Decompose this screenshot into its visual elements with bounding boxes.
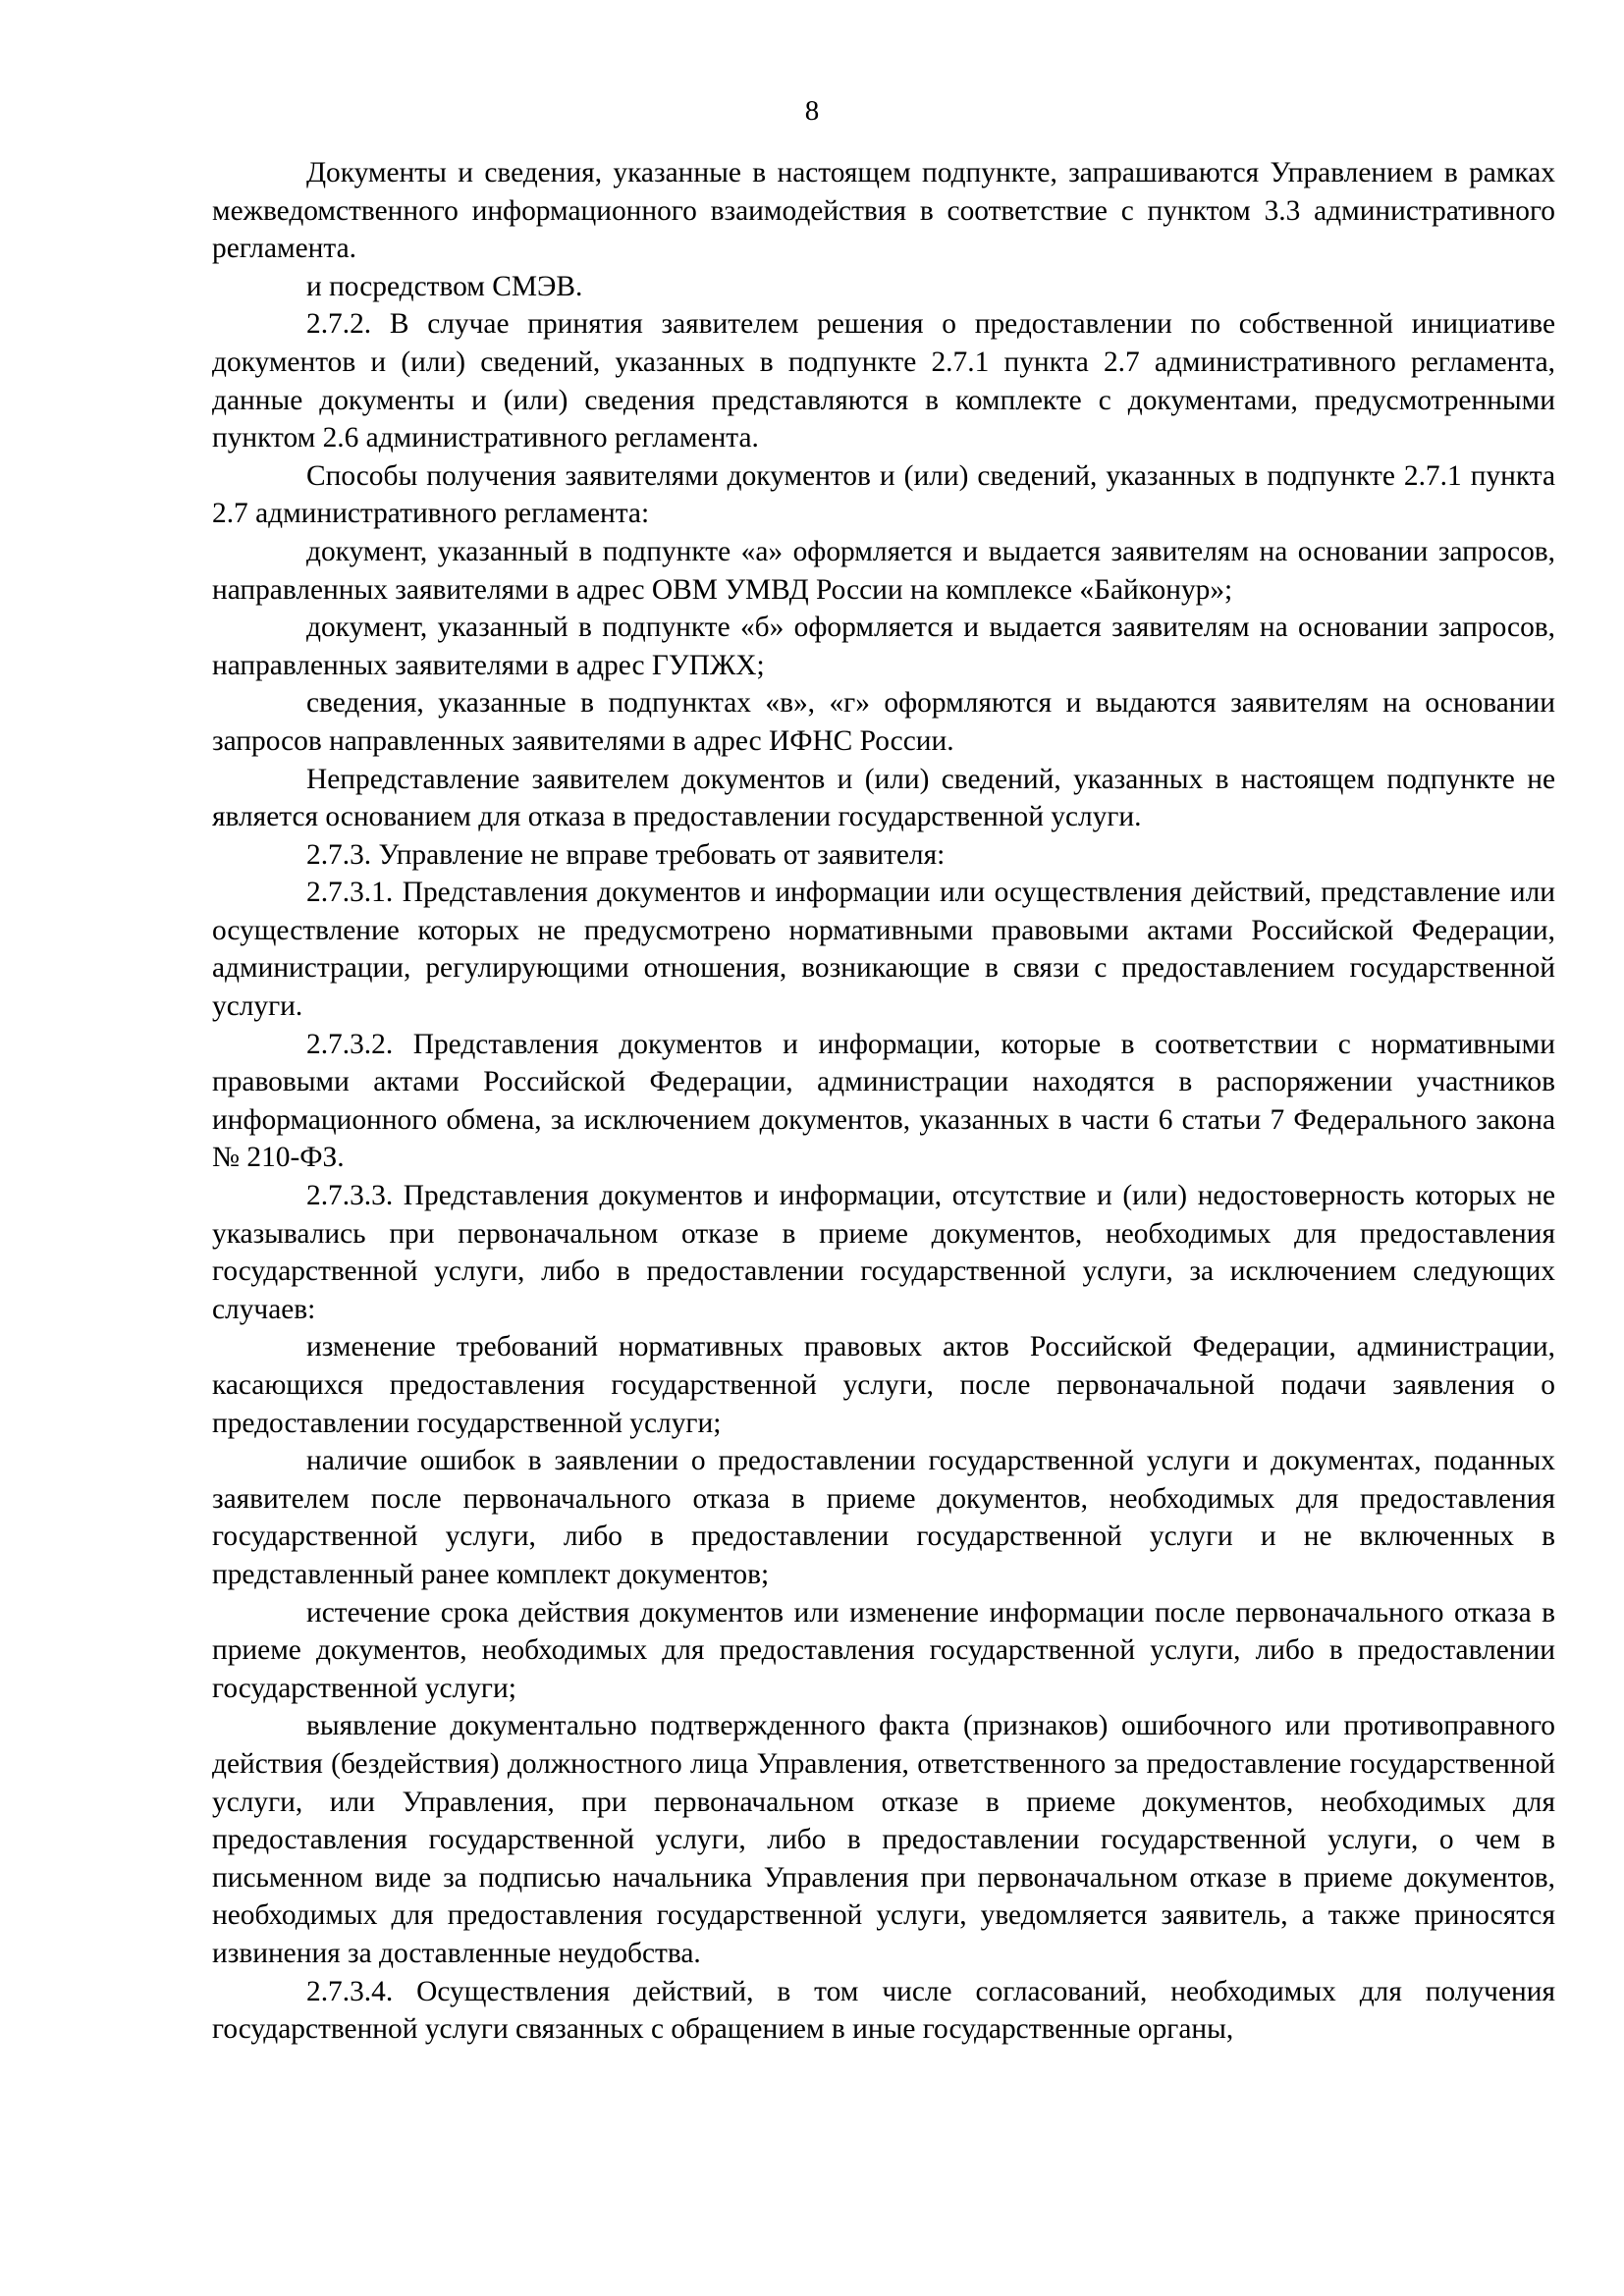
paragraph-smev: и посредством СМЭВ. <box>306 270 583 302</box>
page-number: 8 <box>804 95 820 127</box>
paragraph-2-7-3-2: 2.7.3.2. Представления документов и информации, которые в соответствии с нормативными правовыми актами Российской Федерации, администрации находятся в распоряжении участников информационного обмена, за исключением документов, указанных в части 6 статьи 7 Федерального закона № 210-ФЗ. <box>212 1028 1555 1174</box>
paragraph-non-submission: Непредставление заявителем документов и (или) сведений, указанных в настоящем подпункте не является основанием для отказа в предоставлении государственной услуги. <box>212 763 1555 833</box>
paragraph-document-b: документ, указанный в подпункте «б» оформляется и выдается заявителям на основании запросов, направленных заявителями в адрес ГУПЖХ; <box>212 612 1555 681</box>
paragraph-exception-misconduct: выявление документально подтвержденного факта (признаков) ошибочного или противоправного действия (бездействия) должностного лица Управления, ответственного за предоставление государственной услуги, или Управления, при первоначальном отказе в приеме документов, необходимых для предоставления государственной услуги, либо в предоставлении государственной услуги, о чем в письменном виде за подписью начальника Управления при первоначальном отказе в приеме документов, необходимых для предоставления государственной услуги, уведомляется заявитель, а также приносятся извинения за доставленные неудобства. <box>212 1710 1555 1969</box>
paragraph-methods-of-obtaining: Способы получения заявителями документов и (или) сведений, указанных в подпункте 2.7.1 пункта 2.7 административного регламента: <box>212 459 1555 530</box>
paragraph-2-7-2: 2.7.2. В случае принятия заявителем решения о предоставлении по собственной инициативе документов и (или) сведений, указанных в подпункте 2.7.1 пункта 2.7 административного регламента, данные документы и (или) сведения представляются в комплекте с документами, предусмотренными пунктом 2.6 административного регламента. <box>212 308 1555 454</box>
paragraph-2-7-3-4: 2.7.3.4. Осуществления действий, в том числе согласований, необходимых для получения государственной услуги связанных с обращением в иные государственные органы, <box>212 1975 1555 2046</box>
paragraph-document-a: документ, указанный в подпункте «а» оформляется и выдается заявителям на основании запросов, направленных заявителями в адрес ОВМ УМВД России на комплексе «Байконур»; <box>212 535 1555 606</box>
paragraph-exception-expiry: истечение срока действия документов или изменение информации после первоначального отказа в приеме документов, необходимых для предоставления государственной услуги, либо в предоставлении государственной услуги; <box>212 1596 1555 1704</box>
paragraph-2-7-3-1: 2.7.3.1. Представления документов и информации или осуществления действий, представление или осуществление которых не предусмотрено нормативными правовыми актами Российской Федерации, администрации, регулирующими отношения, возникающие в связи с предоставлением государственной услуги. <box>212 877 1555 1023</box>
paragraph-documents-requested: Документы и сведения, указанные в настоящем подпункте, запрашиваются Управлением в рамках межведомственного информационного взаимодействия в соответствие с пунктом 3.3 административного регламента. <box>212 157 1555 265</box>
paragraph-2-7-3-3: 2.7.3.3. Представления документов и информации, отсутствие и (или) недостоверность которых не указывались при первоначальном отказе в приеме документов, необходимых для предоставления государственной услуги, либо в предоставлении государственной услуги, за исключением следующих случаев: <box>212 1180 1555 1325</box>
paragraph-exception-errors: наличие ошибок в заявлении о предоставлении государственной услуги и документах, поданных заявителем после первоначального отказа в приеме документов, необходимых для предоставления государственной услуги, либо в предоставлении государственной услуги и не включенных в представленный ранее комплект документов; <box>212 1445 1555 1590</box>
document-body <box>212 154 1555 2049</box>
paragraph-exception-requirements-change: изменение требований нормативных правовых актов Российской Федерации, администрации, касающихся предоставления государственной услуги, после первоначальной подачи заявления о предоставлении государственной услуги; <box>212 1331 1555 1439</box>
paragraph-2-7-3: 2.7.3. Управление не вправе требовать от заявителя: <box>306 838 946 871</box>
paragraph-info-v-g: сведения, указанные в подпунктах «в», «г» оформляются и выдаются заявителям на основании запросов направленных заявителями в адрес ИФНС России. <box>212 687 1555 757</box>
